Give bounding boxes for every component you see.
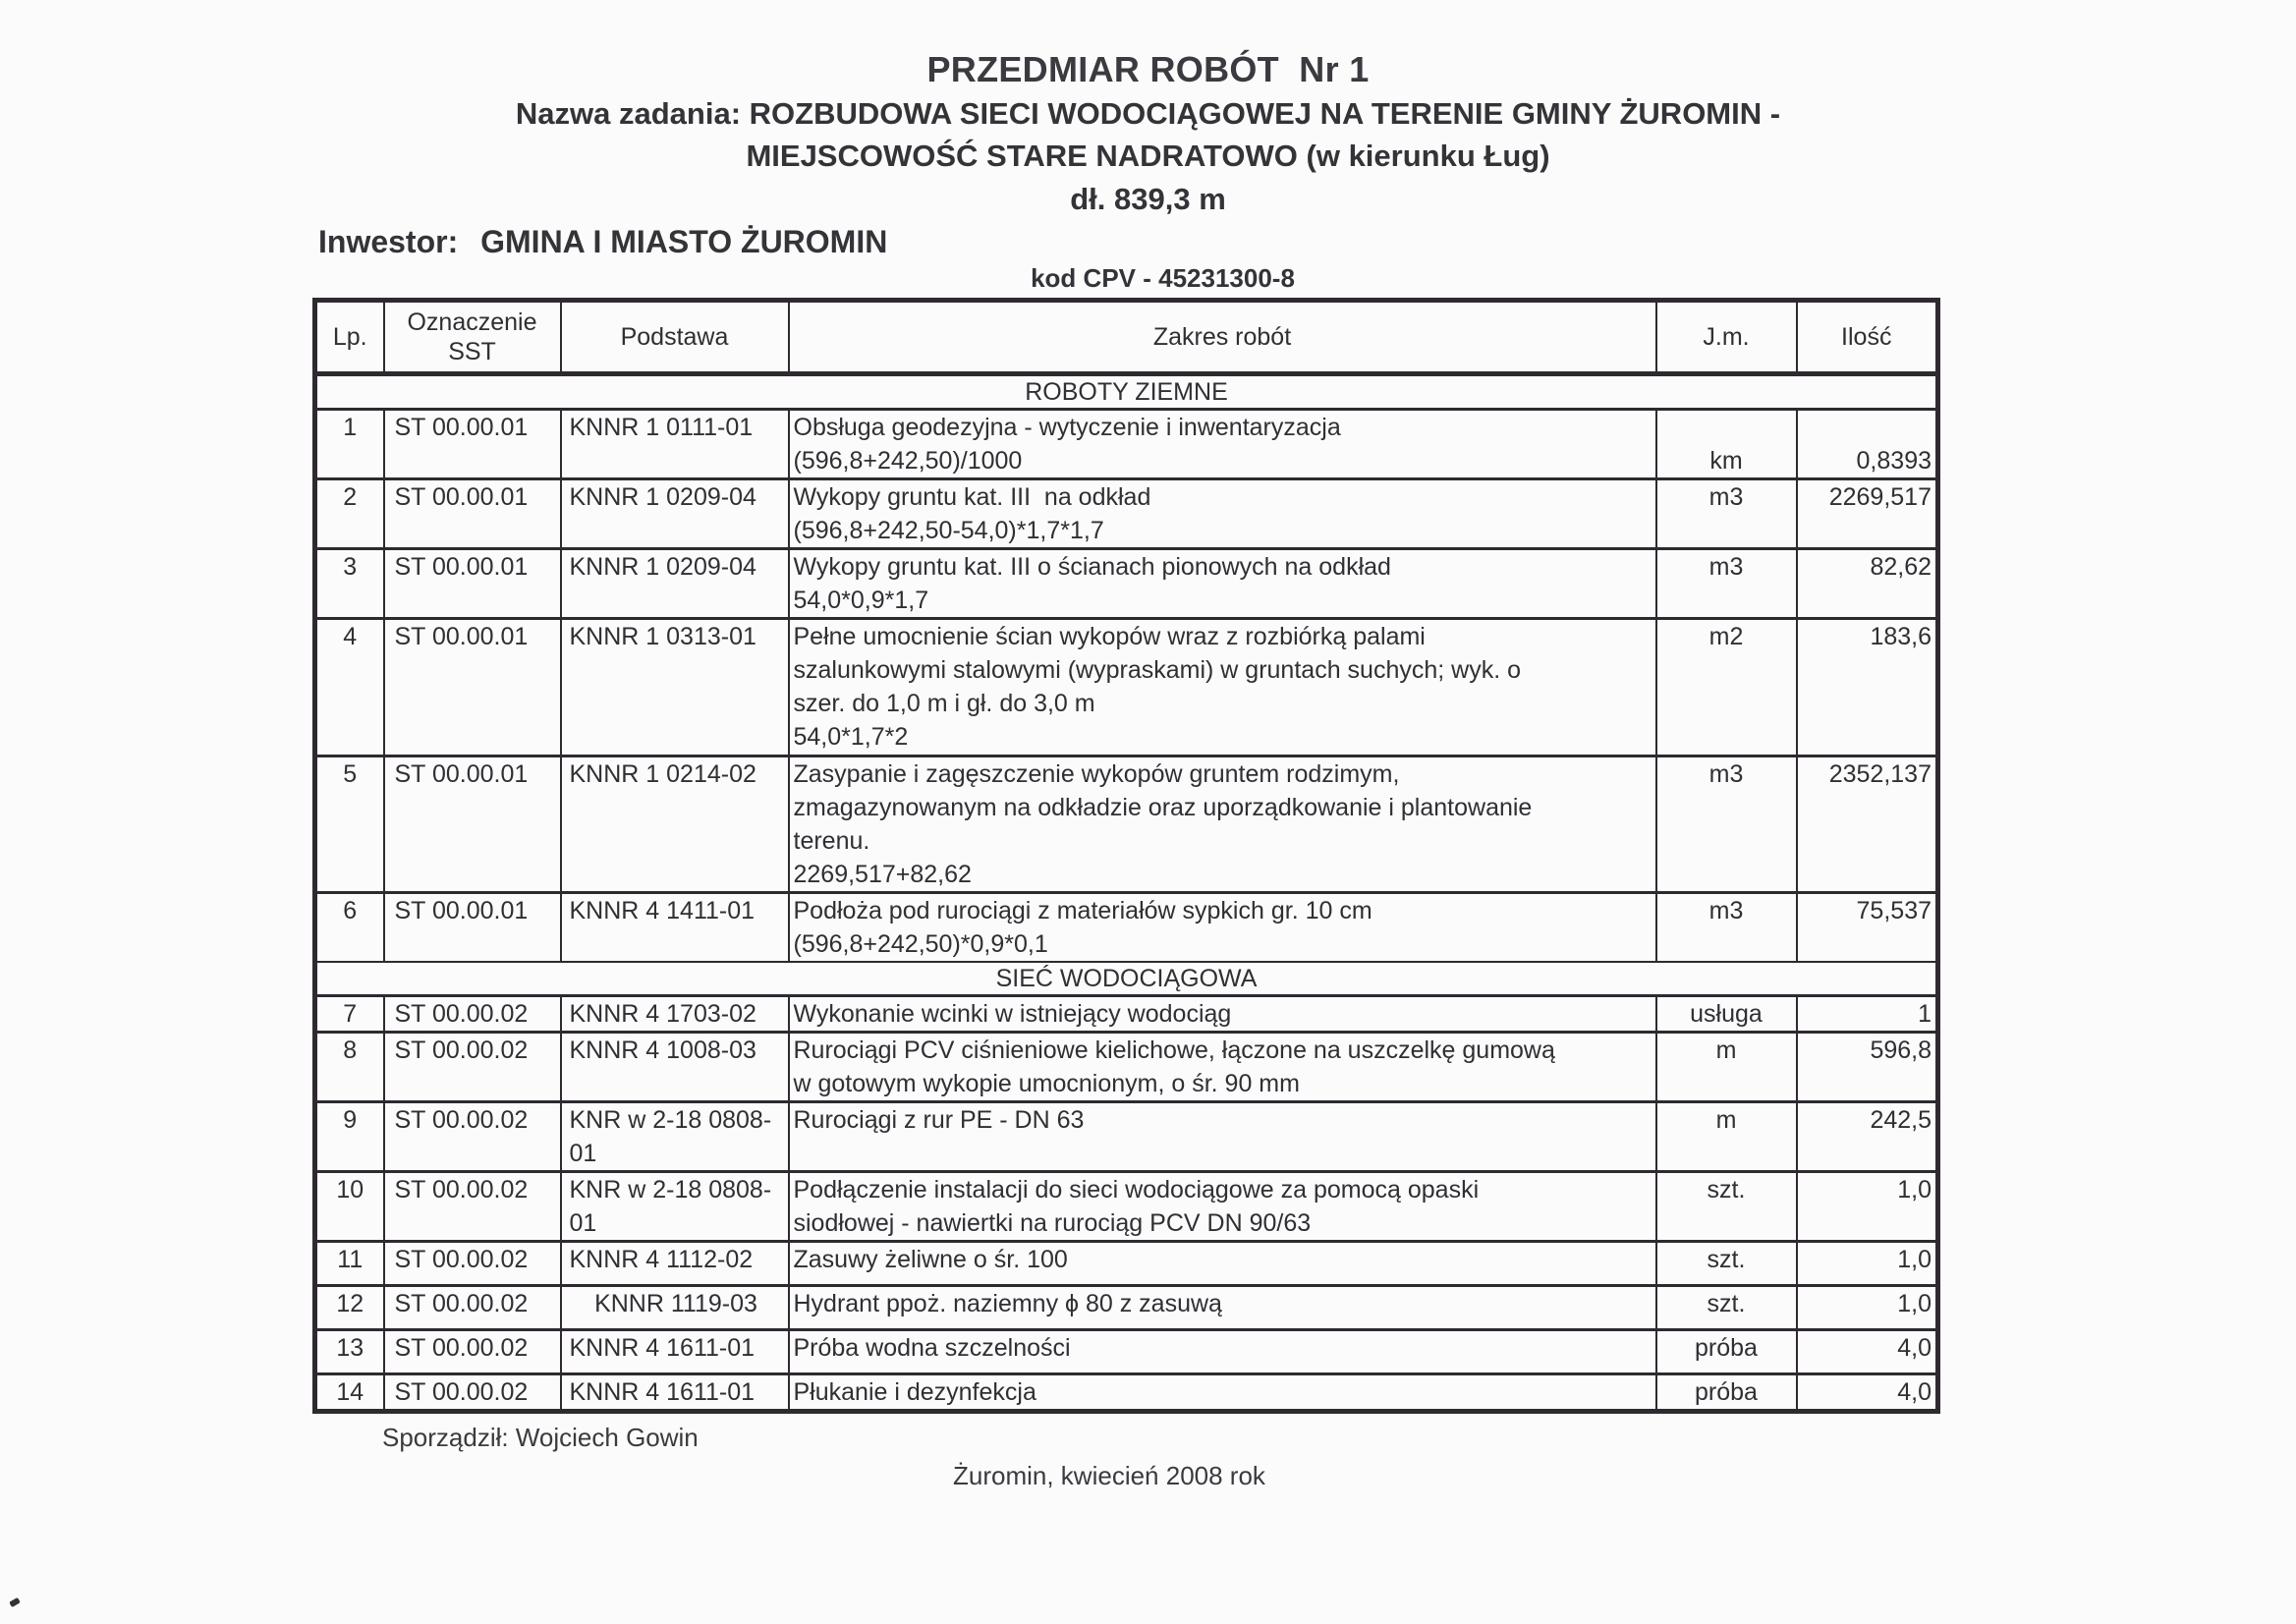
cell-zakres <box>789 1033 1656 1102</box>
cell-lp: 10 <box>315 1172 384 1242</box>
cell-podstawa: KNNR 4 1411-01 <box>561 893 789 963</box>
cell-sst: ST 00.00.02 <box>384 1374 561 1412</box>
title-text: PRZEDMIAR ROBÓT <box>926 49 1279 89</box>
cell-ilosc: 1,0 <box>1797 1286 1938 1330</box>
cell-ilosc: 596,8 <box>1797 1033 1938 1102</box>
cell-lp: 3 <box>315 549 384 619</box>
section-title: SIEĆ WODOCIĄGOWA <box>315 962 1938 996</box>
cell-ilosc: 0,8393 <box>1797 410 1938 479</box>
investor-value: GMINA I MIASTO ŻUROMIN <box>480 224 888 259</box>
zakres-line: (596,8+242,50)/1000 <box>793 447 1023 475</box>
bill-of-quantities-table <box>312 298 1940 1414</box>
task-name-line-1 <box>0 96 2296 132</box>
cell-zakres <box>789 996 1656 1033</box>
table-body <box>315 374 1938 1412</box>
place-date: Żuromin, kwiecień 2008 rok <box>953 1461 1265 1490</box>
section-row <box>315 962 1938 996</box>
zakres-line: Rurociągi PCV ciśnieniowe kielichowe, łączone na uszczelkę gumową <box>793 1036 1555 1064</box>
table-row <box>315 1033 1938 1102</box>
zakres-line: zmagazynowanym na odkładzie oraz uporządkowanie i plantowanie <box>793 794 1533 821</box>
zakres-line: Podłoża pod rurociągi z materiałów sypkich gr. 10 cm <box>793 897 1372 924</box>
cell-podstawa: KNNR 4 1008-03 <box>561 1033 789 1102</box>
table-row <box>315 893 1938 963</box>
cell-lp: 4 <box>315 619 384 756</box>
cell-zakres <box>789 410 1656 479</box>
cell-jm: szt. <box>1656 1286 1797 1330</box>
cell-lp: 13 <box>315 1330 384 1374</box>
cell-sst: ST 00.00.01 <box>384 549 561 619</box>
cell-ilosc: 2352,137 <box>1797 756 1938 893</box>
cell-jm: m3 <box>1656 893 1797 963</box>
col-header-sst-line2: SST <box>448 338 496 365</box>
cell-sst: ST 00.00.02 <box>384 1102 561 1172</box>
zakres-line: (596,8+242,50-54,0)*1,7*1,7 <box>793 517 1104 544</box>
cell-ilosc: 82,62 <box>1797 549 1938 619</box>
cell-sst: ST 00.00.01 <box>384 619 561 756</box>
cell-sst: ST 00.00.02 <box>384 1330 561 1374</box>
cell-lp: 12 <box>315 1286 384 1330</box>
col-header-zakres: Zakres robót <box>789 301 1656 374</box>
cell-jm: usługa <box>1656 996 1797 1033</box>
task-name-part-1: ROZBUDOWA SIECI WODOCIĄGOWEJ NA TERENIE GMINY ŻUROMIN - <box>749 96 1781 131</box>
cell-zakres <box>789 1374 1656 1412</box>
zakres-line: szalunkowymi stalowymi (wypraskami) w gruntach suchych; wyk. o <box>793 656 1521 684</box>
zakres-line: Obsługa geodezyjna - wytyczenie i inwentaryzacja <box>793 414 1341 441</box>
cell-ilosc: 183,6 <box>1797 619 1938 756</box>
zakres-line: Zasuwy żeliwne o śr. 100 <box>793 1246 1068 1273</box>
cell-lp: 14 <box>315 1374 384 1412</box>
zakres-line: 2269,517+82,62 <box>793 861 972 888</box>
cell-podstawa: KNNR 4 1611-01 <box>561 1330 789 1374</box>
table-row <box>315 1286 1938 1330</box>
cell-podstawa: KNR w 2-18 0808-01 <box>561 1102 789 1172</box>
author: Sporządził: Wojciech Gowin <box>382 1423 699 1452</box>
cell-jm: m3 <box>1656 549 1797 619</box>
cell-zakres <box>789 1286 1656 1330</box>
cell-podstawa: KNNR 1 0209-04 <box>561 549 789 619</box>
table-row <box>315 1172 1938 1242</box>
zakres-line: Zasypanie i zagęszczenie wykopów gruntem rodzimym, <box>793 760 1400 788</box>
cell-sst: ST 00.00.02 <box>384 1172 561 1242</box>
cell-ilosc: 1,0 <box>1797 1172 1938 1242</box>
table-header-row <box>315 301 1938 374</box>
zakres-line: Rurociągi z rur PE - DN 63 <box>793 1106 1085 1134</box>
table-row <box>315 479 1938 549</box>
title-number: Nr 1 <box>1299 49 1370 89</box>
cell-zakres <box>789 893 1656 963</box>
cell-jm: m3 <box>1656 479 1797 549</box>
zakres-line: siodłowej - nawiertki na rurociąg PCV DN 90/63 <box>793 1209 1312 1237</box>
table-row <box>315 996 1938 1033</box>
cell-ilosc: 1,0 <box>1797 1242 1938 1286</box>
cell-podstawa: KNR w 2-18 0808-01 <box>561 1172 789 1242</box>
table-row <box>315 549 1938 619</box>
cpv-code: kod CPV - 45231300-8 <box>1031 263 1295 293</box>
cell-zakres <box>789 1172 1656 1242</box>
scan-speck-icon <box>9 1597 21 1607</box>
cell-sst: ST 00.00.01 <box>384 479 561 549</box>
cell-zakres <box>789 1242 1656 1286</box>
zakres-line: w gotowym wykopie umocnionym, o śr. 90 mm <box>793 1070 1300 1097</box>
table-row <box>315 1242 1938 1286</box>
cell-zakres <box>789 549 1656 619</box>
col-header-jm: J.m. <box>1656 301 1797 374</box>
col-header-lp: Lp. <box>315 301 384 374</box>
cell-zakres <box>789 479 1656 549</box>
cell-ilosc: 4,0 <box>1797 1374 1938 1412</box>
section-row <box>315 374 1938 410</box>
cell-lp: 1 <box>315 410 384 479</box>
cell-podstawa: KNNR 1 0313-01 <box>561 619 789 756</box>
cell-podstawa: KNNR 1119-03 <box>561 1286 789 1330</box>
col-header-podstawa: Podstawa <box>561 301 789 374</box>
zakres-line: szer. do 1,0 m i gł. do 3,0 m <box>793 690 1095 717</box>
cell-jm: m <box>1656 1102 1797 1172</box>
cell-lp: 11 <box>315 1242 384 1286</box>
cell-jm: szt. <box>1656 1172 1797 1242</box>
cell-podstawa: KNNR 1 0209-04 <box>561 479 789 549</box>
cell-sst: ST 00.00.01 <box>384 756 561 893</box>
table-row <box>315 410 1938 479</box>
zakres-line: Wykonanie wcinki w istniejący wodociąg <box>793 1000 1232 1028</box>
cell-sst: ST 00.00.02 <box>384 1242 561 1286</box>
cell-ilosc: 242,5 <box>1797 1102 1938 1172</box>
cell-ilosc: 1 <box>1797 996 1938 1033</box>
cell-lp: 9 <box>315 1102 384 1172</box>
cell-lp: 6 <box>315 893 384 963</box>
zakres-line: Wykopy gruntu kat. III na odkład <box>793 483 1151 511</box>
investor <box>318 224 887 260</box>
cell-sst: ST 00.00.01 <box>384 893 561 963</box>
col-header-sst-line1: Oznaczenie <box>407 308 537 336</box>
zakres-line: 54,0*0,9*1,7 <box>793 587 929 614</box>
cell-zakres <box>789 1330 1656 1374</box>
cell-jm: m <box>1656 1033 1797 1102</box>
investor-label: Inwestor: <box>318 224 459 259</box>
cell-sst: ST 00.00.02 <box>384 1286 561 1330</box>
table-row <box>315 1374 1938 1412</box>
pipeline-length: dł. 839,3 m <box>1070 182 1226 216</box>
cell-jm: szt. <box>1656 1242 1797 1286</box>
table-row <box>315 1102 1938 1172</box>
cell-podstawa: KNNR 1 0214-02 <box>561 756 789 893</box>
zakres-line: Płukanie i dezynfekcja <box>793 1378 1036 1406</box>
col-header-ilosc: Ilość <box>1797 301 1938 374</box>
zakres-line: (596,8+242,50)*0,9*0,1 <box>793 930 1048 958</box>
table-row <box>315 756 1938 893</box>
cell-podstawa: KNNR 4 1611-01 <box>561 1374 789 1412</box>
cell-podstawa: KNNR 4 1703-02 <box>561 996 789 1033</box>
task-label: Nazwa zadania: <box>515 96 742 131</box>
cell-podstawa: KNNR 4 1112-02 <box>561 1242 789 1286</box>
cell-jm: m2 <box>1656 619 1797 756</box>
cell-lp: 2 <box>315 479 384 549</box>
cell-jm: próba <box>1656 1374 1797 1412</box>
table-row <box>315 619 1938 756</box>
cell-jm: próba <box>1656 1330 1797 1374</box>
cell-jm: m3 <box>1656 756 1797 893</box>
cell-sst: ST 00.00.02 <box>384 1033 561 1102</box>
task-name-line-2: MIEJSCOWOŚĆ STARE NADRATOWO (w kierunku Ług) <box>746 139 1550 173</box>
zakres-line: Podłączenie instalacji do sieci wodociągowe za pomocą opaski <box>793 1176 1480 1204</box>
cell-lp: 8 <box>315 1033 384 1102</box>
cell-ilosc: 4,0 <box>1797 1330 1938 1374</box>
zakres-line: Wykopy gruntu kat. III o ścianach pionowych na odkład <box>793 553 1391 581</box>
cell-zakres <box>789 756 1656 893</box>
cell-podstawa: KNNR 1 0111-01 <box>561 410 789 479</box>
zakres-line: terenu. <box>793 827 870 855</box>
cell-ilosc: 75,537 <box>1797 893 1938 963</box>
zakres-line: Próba wodna szczelności <box>793 1334 1071 1362</box>
col-header-sst <box>384 301 561 374</box>
zakres-line: Pełne umocnienie ścian wykopów wraz z rozbiórką palami <box>793 623 1426 650</box>
section-title: ROBOTY ZIEMNE <box>315 374 1938 410</box>
document-title <box>0 49 2296 90</box>
table-row <box>315 1330 1938 1374</box>
cell-lp: 5 <box>315 756 384 893</box>
cell-ilosc: 2269,517 <box>1797 479 1938 549</box>
zakres-line: Hydrant ppoż. naziemny ϕ 80 z zasuwą <box>793 1290 1222 1317</box>
zakres-line: 54,0*1,7*2 <box>793 723 909 751</box>
cell-sst: ST 00.00.02 <box>384 996 561 1033</box>
cell-zakres <box>789 619 1656 756</box>
cell-lp: 7 <box>315 996 384 1033</box>
cell-sst: ST 00.00.01 <box>384 410 561 479</box>
cell-zakres <box>789 1102 1656 1172</box>
cell-jm: km <box>1656 410 1797 479</box>
